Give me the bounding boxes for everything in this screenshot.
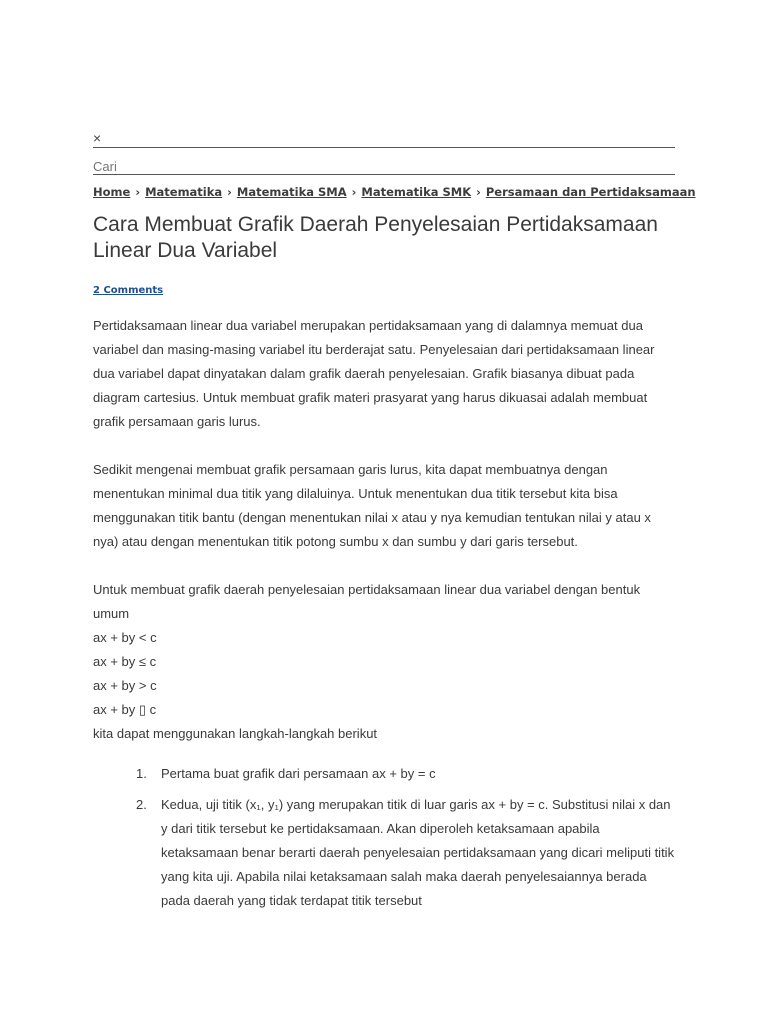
formula-greater-equal: ax + by ▯ c [93, 702, 157, 717]
step-number: 1. [136, 766, 147, 781]
breadcrumb-link-matematika[interactable]: Matematika [145, 185, 223, 199]
step-text: Pertama buat grafik dari persamaan ax + by = c [161, 766, 436, 781]
close-icon[interactable]: × [93, 130, 102, 146]
step-number: 2. [136, 797, 147, 812]
formula-greater-than: ax + by > c [93, 678, 157, 693]
breadcrumb-separator: › [476, 185, 481, 199]
list-item [136, 762, 675, 786]
breadcrumb-separator: › [351, 185, 357, 199]
search-divider [93, 174, 675, 175]
paragraph-garis-lurus: Sedikit mengenai membuat grafik persamaan garis lurus, kita dapat membuatnya dengan menentukan minimal dua titik yang dilaluinya. Untuk menentukan dua titik tersebut kita bisa menggunakan titik bantu (dengan menentukan nilai x atau y nya kemudian tentukan nilai y atau x nya) atau dengan menentukan titik potong sumbu x dan sumbu y dari garis tersebut. [93, 462, 651, 549]
breadcrumb-separator: › [135, 185, 141, 199]
paragraph-intro: Pertidaksamaan linear dua variabel merupakan pertidaksamaan yang di dalamnya memuat dua variabel dan masing-masing variabel itu berderajat satu. Penyelesaian dari pertidaksamaan linear dua variabel dapat dinyatakan dalam grafik daerah penyelesaian. Grafik biasanya dibuat pada diagram cartesius. Untuk membuat grafik materi prasyarat yang harus dikuasai adalah membuat grafik persamaan garis lurus. [93, 318, 655, 429]
breadcrumb-link-matematika-smk[interactable]: Matematika SMK [361, 185, 472, 199]
paragraph-bentuk-umum: Untuk membuat grafik daerah penyelesaian pertidaksamaan linear dua variabel dengan bentuk umum [93, 582, 641, 621]
header-divider [93, 147, 675, 148]
formula-less-than: ax + by < c [93, 630, 157, 645]
steps-intro: kita dapat menggunakan langkah-langkah berikut [93, 726, 378, 741]
breadcrumb-link-home[interactable]: Home [93, 185, 131, 199]
breadcrumb-link-matematika-sma[interactable]: Matematika SMA [236, 185, 347, 199]
search-input[interactable] [93, 157, 675, 175]
formula-less-equal: ax + by ≤ c [93, 654, 157, 669]
page-title: Cara Membuat Grafik Daerah Penyelesaian Pertidaksamaan Linear Dua Variabel [93, 213, 658, 262]
breadcrumb [93, 184, 696, 200]
list-item [136, 793, 675, 913]
comments-link[interactable]: 2 Comments [93, 285, 164, 296]
breadcrumb-link-persamaan[interactable]: Persamaan dan Pertidaksamaan [485, 185, 696, 199]
step-text: Kedua, uji titik (x₁, y₁) yang merupakan titik di luar garis ax + by = c. Substitusi nilai x dan y dari titik tersebut ke pertidaksamaan. Akan diperoleh ketaksamaan apabila ketaksamaan benar berarti daerah penyelesaian pertidaksamaan yang dicari meliputi titik yang kita uji. Apabila nilai ketaksamaan salah maka daerah penyelesaiannya berada pada daerah yang tidak terdapat titik tersebut [161, 797, 675, 908]
breadcrumb-separator: › [227, 185, 232, 199]
